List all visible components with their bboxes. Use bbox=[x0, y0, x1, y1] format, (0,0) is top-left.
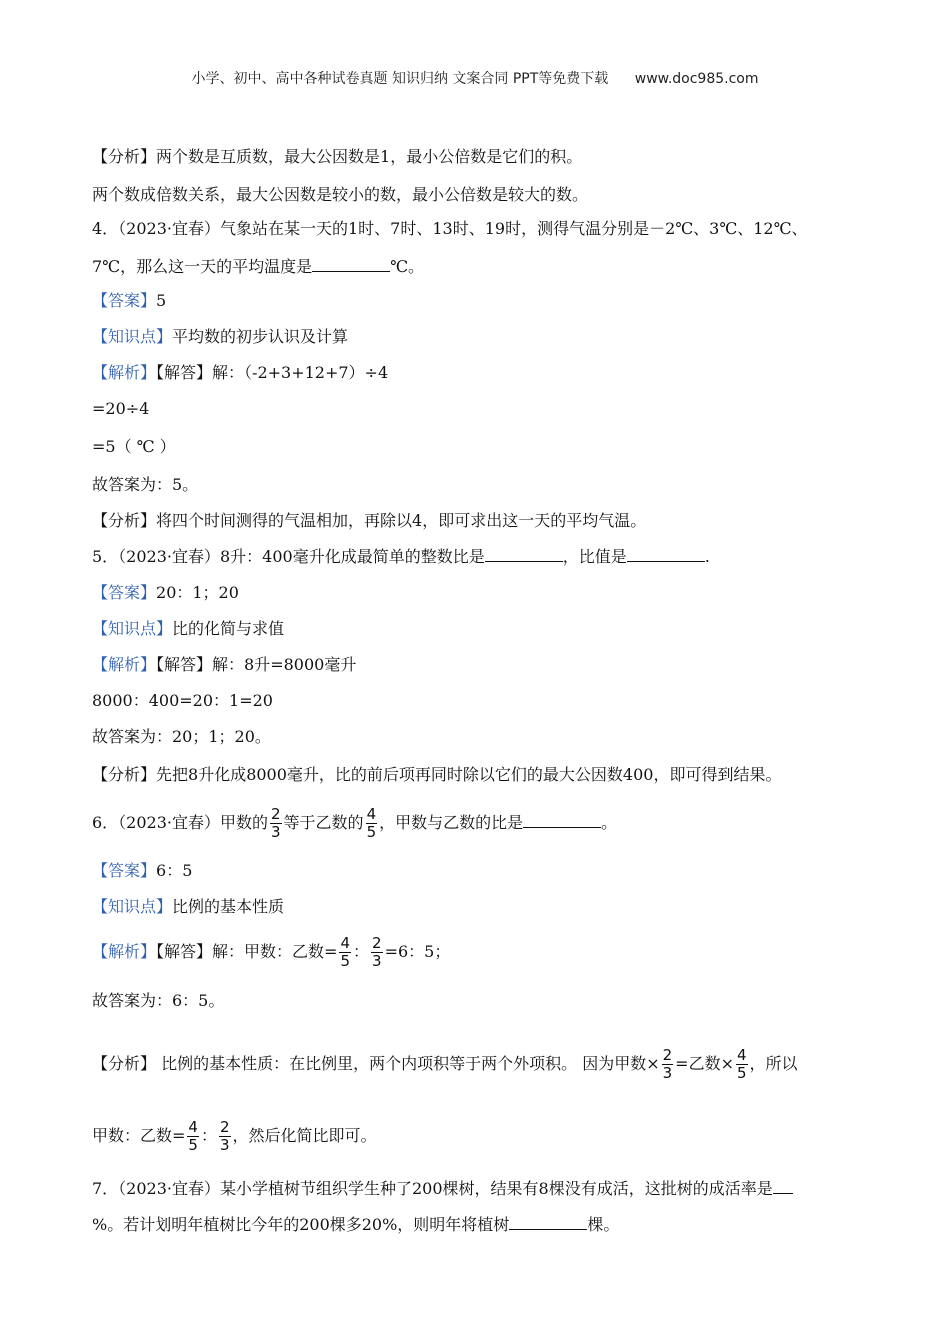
q6-knowledge: 【知识点】比例的基本性质 bbox=[92, 897, 285, 916]
q7-stem-line-1: 7．（2023·宜春）某小学植树节组织学生种了200棵树，结果有8棵没有成活，这批树的成活率是 bbox=[92, 1178, 793, 1200]
q4-analysis: 【分析】将四个时间测得的气温相加，再除以4，即可求出这一天的平均气温。 bbox=[92, 511, 647, 530]
q5-blank-ratio bbox=[485, 547, 563, 562]
q4-step-1: =20÷4 bbox=[92, 399, 150, 418]
q6-analysis2-fraction-two-thirds: $\frac{2}{3}$ bbox=[219, 1118, 230, 1154]
q4-conclusion: 故答案为：5。 bbox=[92, 475, 199, 494]
q5-step-1: 8000：400=20：1=20 bbox=[92, 691, 273, 710]
q6-analysis2-fraction-four-fifths: $\frac{4}{5}$ bbox=[188, 1118, 198, 1154]
q4-answer: 【答案】5 bbox=[92, 291, 167, 310]
q7-stem-line-2: %。若计划明年植树比今年的200棵多20%，则明年将植树 棵。 bbox=[92, 1215, 620, 1234]
q6-analysis-fraction-two-thirds: $\frac{2}{3}$ bbox=[662, 1046, 673, 1082]
q4-solution: 【解析】【解答】解：（-2+3+12+7）÷4 bbox=[92, 363, 389, 382]
prev-analysis-line-2: 两个数成倍数关系，最大公因数是较小的数，最小公倍数是较大的数。 bbox=[92, 185, 589, 204]
q4-stem-line-2: 7℃，那么这一天的平均温度是 ℃。 bbox=[92, 257, 424, 276]
q7-blank-trees bbox=[509, 1215, 587, 1230]
q4-answer-blank bbox=[312, 257, 390, 272]
q6-fraction-four-fifths: $\frac{4}{5}$ bbox=[366, 805, 377, 841]
q6-analysis-line-2: 甲数：乙数= $\frac{4}{5}$ ： $\frac{2}{3}$ ，然后化简比即可。 bbox=[92, 1118, 377, 1154]
q6-conclusion: 故答案为：6：5。 bbox=[92, 991, 225, 1010]
q5-knowledge: 【知识点】比的化简与求值 bbox=[92, 619, 285, 638]
header-website[interactable]: www.doc985.com bbox=[634, 71, 759, 87]
q6-analysis: 【分析】 比例的基本性质：在比例里，两个内项积等于两个外项积。 因为甲数× $\frac{2}{3}$ =乙数× $\frac{4}{5}$ ，所以 bbox=[92, 1046, 798, 1082]
q4-stem-line-1: 4．（2023·宜春）气象站在某一天的1时、7时、13时、19时，测得气温分别是－2℃、3℃、12℃、 bbox=[92, 219, 808, 238]
q6-fraction-two-thirds: $\frac{2}{3}$ bbox=[271, 805, 281, 841]
q6-solution-fraction-four-fifths: $\frac{4}{5}$ bbox=[340, 934, 350, 970]
header-text: 小学、初中、高中各种试卷真题 知识归纳 文案合同 PPT等免费下载 bbox=[191, 71, 609, 87]
q5-stem: 5．（2023·宜春）8升：400毫升化成最简单的整数比是 ，比值是 . bbox=[92, 547, 710, 566]
q5-answer: 【答案】20：1；20 bbox=[92, 583, 239, 602]
q6-answer-blank bbox=[523, 813, 601, 828]
q5-analysis: 【分析】先把8升化成8000毫升，比的前后项再同时除以它们的最大公因数400，即可得到结果。 bbox=[92, 765, 782, 784]
q7-blank-rate bbox=[773, 1179, 793, 1194]
prev-analysis-line-1: 【分析】两个数是互质数，最大公因数是1，最小公倍数是它们的积。 bbox=[92, 147, 583, 166]
q6-stem: 6．（2023·宜春）甲数的 $\frac{2}{3}$ 等于乙数的 $\frac{4}{5}$ ，甲数与乙数的比是 。 bbox=[92, 805, 618, 841]
q6-solution: 【解析】【解答】解：甲数：乙数= $\frac{4}{5}$ ： $\frac{2}{3}$ =6：5； bbox=[92, 934, 451, 970]
page-header bbox=[0, 68, 950, 88]
q6-answer: 【答案】6：5 bbox=[92, 861, 193, 880]
q4-knowledge: 【知识点】平均数的初步认识及计算 bbox=[92, 327, 349, 346]
q6-solution-fraction-two-thirds: $\frac{2}{3}$ bbox=[372, 934, 382, 970]
q4-step-2: =5（ ℃ ） bbox=[92, 437, 176, 456]
q5-blank-value bbox=[627, 547, 705, 562]
q5-conclusion: 故答案为：20；1；20。 bbox=[92, 727, 271, 746]
q5-solution: 【解析】【解答】解：8升=8000毫升 bbox=[92, 655, 357, 674]
q6-analysis-fraction-four-fifths: $\frac{4}{5}$ bbox=[736, 1046, 747, 1082]
